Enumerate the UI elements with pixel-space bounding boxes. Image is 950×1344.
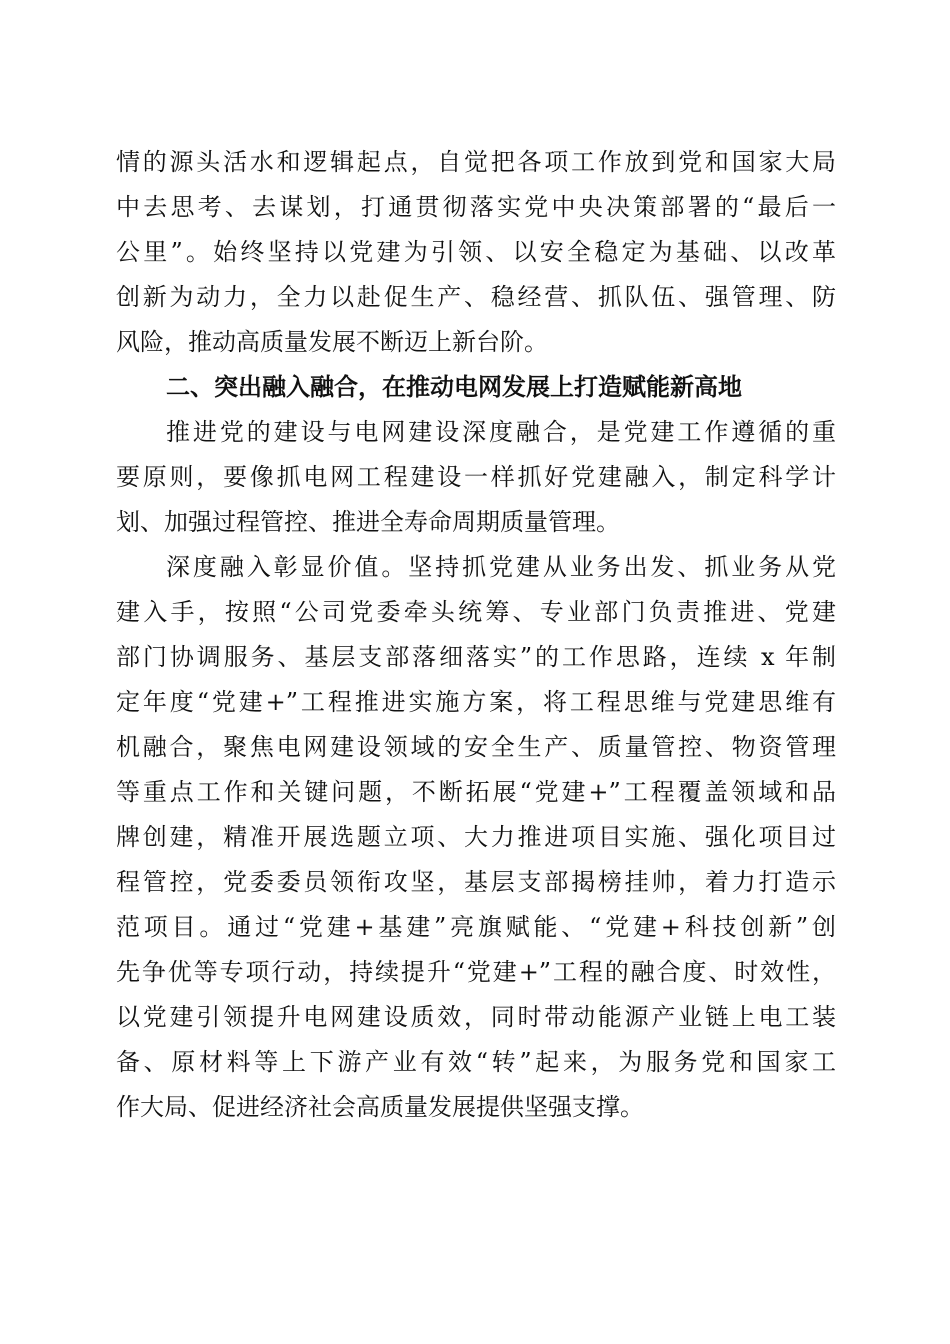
paragraph-line: 定年度“党建+”工程推进实施方案，将工程思维与党建思维有 xyxy=(116,688,836,716)
paragraph-line: 机融合，聚焦电网建设领域的安全生产、质量管控、物资管理 xyxy=(116,733,836,761)
paragraph-line: 程管控，党委委员领衔攻坚，基层支部揭榜挂帅，着力打造示 xyxy=(116,868,836,896)
paragraph-line: 先争优等专项行动，持续提升“党建+”工程的融合度、时效性， xyxy=(116,958,836,986)
paragraph-line: 建入手，按照“公司党委牵头统筹、专业部门负责推进、党建 xyxy=(116,598,836,626)
paragraph-line: 范项目。通过“党建+基建”亮旗赋能、“党建+科技创新”创 xyxy=(116,913,836,941)
paragraph-line: 部门协调服务、基层支部落细落实”的工作思路，连续 x 年制 xyxy=(116,643,836,671)
paragraph-line: 备、原材料等上下游产业有效“转”起来，为服务党和国家工 xyxy=(116,1048,836,1076)
paragraph-line: 等重点工作和关键问题，不断拓展“党建+”工程覆盖领域和品 xyxy=(116,778,836,806)
paragraph-line: 公里”。始终坚持以党建为引领、以安全稳定为基础、以改革 xyxy=(116,238,836,266)
paragraph-line: 深度融入彰显价值。坚持抓党建从业务出发、抓业务从党 xyxy=(166,553,836,581)
paragraph-line: 情的源头活水和逻辑起点，自觉把各项工作放到党和国家大局 xyxy=(116,148,836,176)
paragraph-line: 作大局、促进经济社会高质量发展提供坚强支撑。 xyxy=(116,1093,644,1121)
paragraph-line: 要原则，要像抓电网工程建设一样抓好党建融入，制定科学计 xyxy=(116,463,836,491)
paragraph-line: 划、加强过程管控、推进全寿命周期质量管理。 xyxy=(116,508,620,536)
paragraph-line: 风险，推动高质量发展不断迈上新台阶。 xyxy=(116,328,548,356)
section-heading: 二、突出融入融合，在推动电网发展上打造赋能新高地 xyxy=(166,373,742,401)
paragraph-line: 推进党的建设与电网建设深度融合，是党建工作遵循的重 xyxy=(166,418,836,446)
paragraph-line: 创新为动力，全力以赴促生产、稳经营、抓队伍、强管理、防 xyxy=(116,283,836,311)
paragraph-line: 牌创建，精准开展选题立项、大力推进项目实施、强化项目过 xyxy=(116,823,836,851)
paragraph-line: 中去思考、去谋划，打通贯彻落实党中央决策部署的“最后一 xyxy=(116,193,836,221)
paragraph-line: 以党建引领提升电网建设质效，同时带动能源产业链上电工装 xyxy=(116,1003,836,1031)
